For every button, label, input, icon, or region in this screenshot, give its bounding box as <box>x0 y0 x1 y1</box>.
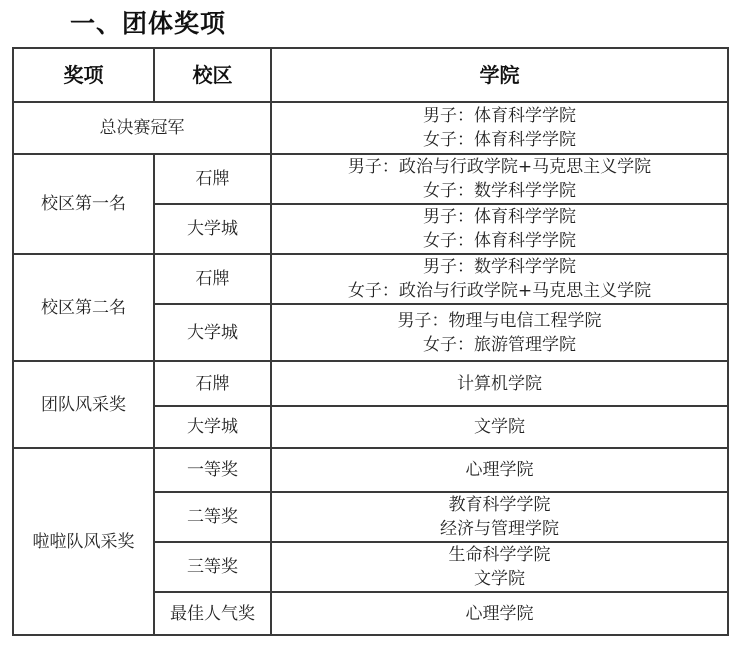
college-line: 男子：数学科学学院 <box>423 257 576 277</box>
table-row <box>13 361 728 406</box>
header-college: 学院 <box>271 48 728 102</box>
campus-cell: 石牌 <box>154 254 271 304</box>
campus-cell: 大学城 <box>154 304 271 361</box>
award-cell-second: 校区第二名 <box>13 254 154 361</box>
college-line: 男子：体育科学学院 <box>423 207 576 227</box>
campus-cell: 石牌 <box>154 154 271 204</box>
award-cell-champion: 总决赛冠军 <box>13 102 271 154</box>
college-line: 女子：政治与行政学院+马克思主义学院 <box>347 281 652 301</box>
college-cell-champion <box>271 102 728 154</box>
college-line: 女子：数学科学学院 <box>423 181 576 201</box>
college-cell <box>271 448 728 492</box>
college-line: 心理学院 <box>465 460 534 480</box>
college-line: 文学院 <box>474 569 525 589</box>
team-awards-table <box>12 47 729 636</box>
college-cell <box>271 204 728 254</box>
table-row <box>13 102 728 154</box>
college-cell <box>271 592 728 635</box>
college-cell <box>271 361 728 406</box>
header-row <box>13 48 728 102</box>
college-cell <box>271 406 728 448</box>
campus-cell: 大学城 <box>154 204 271 254</box>
college-cell <box>271 542 728 592</box>
college-line: 计算机学院 <box>457 373 542 394</box>
table-row <box>13 254 728 304</box>
college-line: 女子：旅游管理学院 <box>423 334 576 355</box>
header-campus: 校区 <box>154 48 271 102</box>
college-line: 生命科学学院 <box>448 545 551 565</box>
college-cell <box>271 304 728 361</box>
college-line: 女子：体育科学学院 <box>423 231 576 251</box>
college-line: 教育科学学院 <box>448 495 551 515</box>
college-line: 心理学院 <box>465 603 534 624</box>
college-cell <box>271 492 728 542</box>
campus-cell: 大学城 <box>154 406 271 448</box>
campus-cell: 三等奖 <box>154 542 271 592</box>
college-cell <box>271 154 728 204</box>
campus-cell: 一等奖 <box>154 448 271 492</box>
college-line: 男子：政治与行政学院+马克思主义学院 <box>347 157 652 177</box>
award-cell-cheer: 啦啦队风采奖 <box>13 448 154 635</box>
college-line: 男子：物理与电信工程学院 <box>397 310 602 331</box>
college-cell <box>271 254 728 304</box>
campus-cell: 二等奖 <box>154 492 271 542</box>
campus-cell: 最佳人气奖 <box>154 592 271 635</box>
college-line: 男子：体育科学学院 <box>423 106 576 126</box>
college-line: 女子：体育科学学院 <box>423 130 576 150</box>
table-row <box>13 448 728 492</box>
college-line: 经济与管理学院 <box>440 519 559 539</box>
award-cell-first: 校区第一名 <box>13 154 154 254</box>
college-line: 文学院 <box>474 417 525 437</box>
award-cell-team-style: 团队风采奖 <box>13 361 154 448</box>
table-row <box>13 154 728 204</box>
header-award: 奖项 <box>13 48 154 102</box>
campus-cell: 石牌 <box>154 361 271 406</box>
page-title: 一、团体奖项 <box>70 9 227 38</box>
